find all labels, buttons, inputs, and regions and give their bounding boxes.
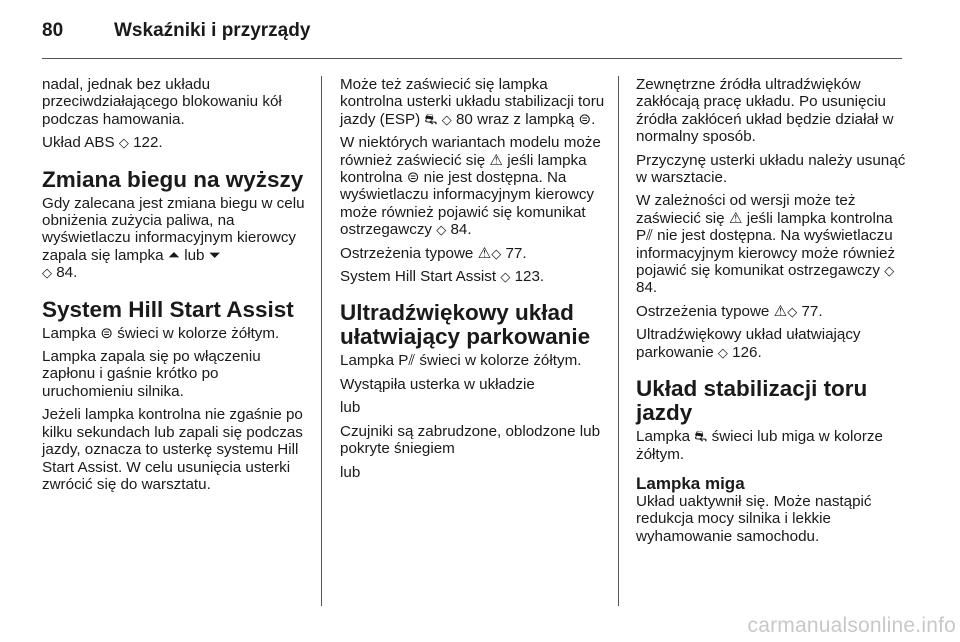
- paragraph: Wystąpiła usterka w układzie: [340, 375, 535, 393]
- paragraph: Ultradźwiękowy układ ułatwiający parkowanie ◇ 126.: [636, 326, 861, 361]
- page-title: Wskaźniki i przyrządy: [114, 20, 311, 41]
- column-2: [340, 76, 606, 487]
- shift-icon: ⏷: [208, 246, 221, 264]
- paragraph: Lampka zapala się po włączeniu zapłonu i gaśnie krótko po uruchomieniu silnika.: [42, 348, 261, 400]
- warning-icon: ⚠: [489, 151, 504, 169]
- page-ref-icon: ◇: [491, 245, 502, 261]
- paragraph: lub: [340, 399, 361, 417]
- watermark: carmanualsonline.info: [747, 614, 956, 637]
- paragraph: lub: [340, 463, 361, 481]
- warning-icon: ⚠: [728, 209, 743, 227]
- paragraph: Czujniki są zabrudzone, oblodzone lub pokryte śniegiem: [340, 422, 601, 458]
- paragraph: Lampka ⛐ świeci lub miga w kolorze żółtym.: [636, 428, 883, 463]
- paragraph: Gdy zalecana jest zmiana biegu w celu obniżenia zużycia paliwa, na wyświetlaczu informacyjnym kierowcy zapala się lampka ⏶ lub ⏷ ◇ 84.: [42, 194, 305, 282]
- paragraph: Jeżeli lampka kontrolna nie zgaśnie po kilku sekundach lub zapali się podczas jazdy, oznacza to usterkę systemu Hill Start Assist. W celu usunięcia usterki zwrócić się do warsztatu.: [42, 406, 303, 493]
- paragraph: nadal, jednak bez układu przeciwdziałającego blokowaniu kół podczas hamowania.: [42, 76, 282, 128]
- esp-icon: ⛐: [694, 428, 708, 446]
- paragraph: Może też zaświecić się lampka kontrolna usterki układu stabilizacji toru jazdy (ESP) ⛐ ◇ 80 wraz z lampką ⊜.: [340, 76, 605, 128]
- page-ref-icon: ◇: [441, 111, 452, 127]
- page-number: 80: [42, 20, 64, 41]
- paragraph: Zewnętrzne źródła ultradźwięków zakłócają pracę układu. Po usunięciu źródła zakłóceń układ będzie działał w normalny sposób.: [636, 76, 894, 146]
- page-ref-icon: ◇: [500, 269, 511, 285]
- park-assist-icon: P⫽: [636, 227, 653, 245]
- paragraph: Ostrzeżenia typowe ⚠◇ 77.: [340, 244, 527, 262]
- page-ref-icon: ◇: [42, 265, 52, 281]
- paragraph: Układ uaktywnił się. Może nastąpić redukcja mocy silnika i lekkie wyhamowanie samochodu.: [636, 492, 872, 545]
- section-heading: Zmiana biegu na wyższy: [42, 166, 304, 192]
- warning-icon: ⚠: [773, 302, 788, 320]
- hill-hold-icon: ⊜: [578, 110, 592, 128]
- page-ref-icon: ◇: [884, 263, 895, 279]
- paragraph: W zależności od wersji może też zaświecić się ⚠ jeśli lampka kontrolna P⫽ nie jest dostępna. Na wyświetlaczu informacyjnym kierowcy może również pojawić się komunikat ostrzegawczy ◇ 84.: [636, 192, 896, 297]
- section-heading: Układ stabilizacji toru jazdy: [636, 376, 868, 426]
- hill-hold-icon: ⊜: [406, 169, 420, 187]
- paragraph: Lampka ⊜ świeci w kolorze żółtym.: [42, 324, 280, 342]
- upshift-icon: ⏶: [167, 246, 180, 264]
- esp-icon: ⛐: [424, 110, 438, 128]
- page-ref-icon: ◇: [787, 303, 798, 319]
- section-heading: Ultradźwiękowy układ ułatwiający parkowanie: [340, 300, 591, 350]
- paragraph: Lampka P⫽ świeci w kolorze żółtym.: [340, 352, 582, 370]
- section-heading: System Hill Start Assist: [42, 296, 294, 322]
- warning-icon: ⚠: [477, 244, 492, 262]
- page-ref-icon: ◇: [118, 135, 129, 151]
- column-divider-1: [321, 76, 322, 606]
- paragraph: System Hill Start Assist ◇ 123.: [340, 268, 545, 286]
- subsection-heading: Lampka miga: [636, 473, 745, 493]
- page-ref-icon: ◇: [436, 222, 447, 238]
- column-divider-2: [618, 76, 619, 606]
- hill-hold-icon: ⊜: [100, 324, 114, 342]
- header-rule: [42, 58, 902, 59]
- page-header: [42, 20, 902, 60]
- paragraph: Przyczynę usterki układu należy usunąć w warsztacie.: [636, 151, 906, 187]
- paragraph: Ostrzeżenia typowe ⚠◇ 77.: [636, 302, 823, 320]
- paragraph: W niektórych wariantach modelu może również zaświecić się ⚠ jeśli lampka kontrolna ⊜ nie jest dostępna. Na wyświetlaczu informacyjnym kierowcy może również pojawić się komunikat ostrzegawczy ◇ 84.: [340, 134, 601, 239]
- park-assist-icon: P⫽: [398, 352, 416, 370]
- page-ref-icon: ◇: [717, 344, 728, 360]
- column-1: [42, 76, 310, 499]
- column-3: [636, 76, 906, 551]
- paragraph: Układ ABS ◇ 122.: [42, 134, 163, 152]
